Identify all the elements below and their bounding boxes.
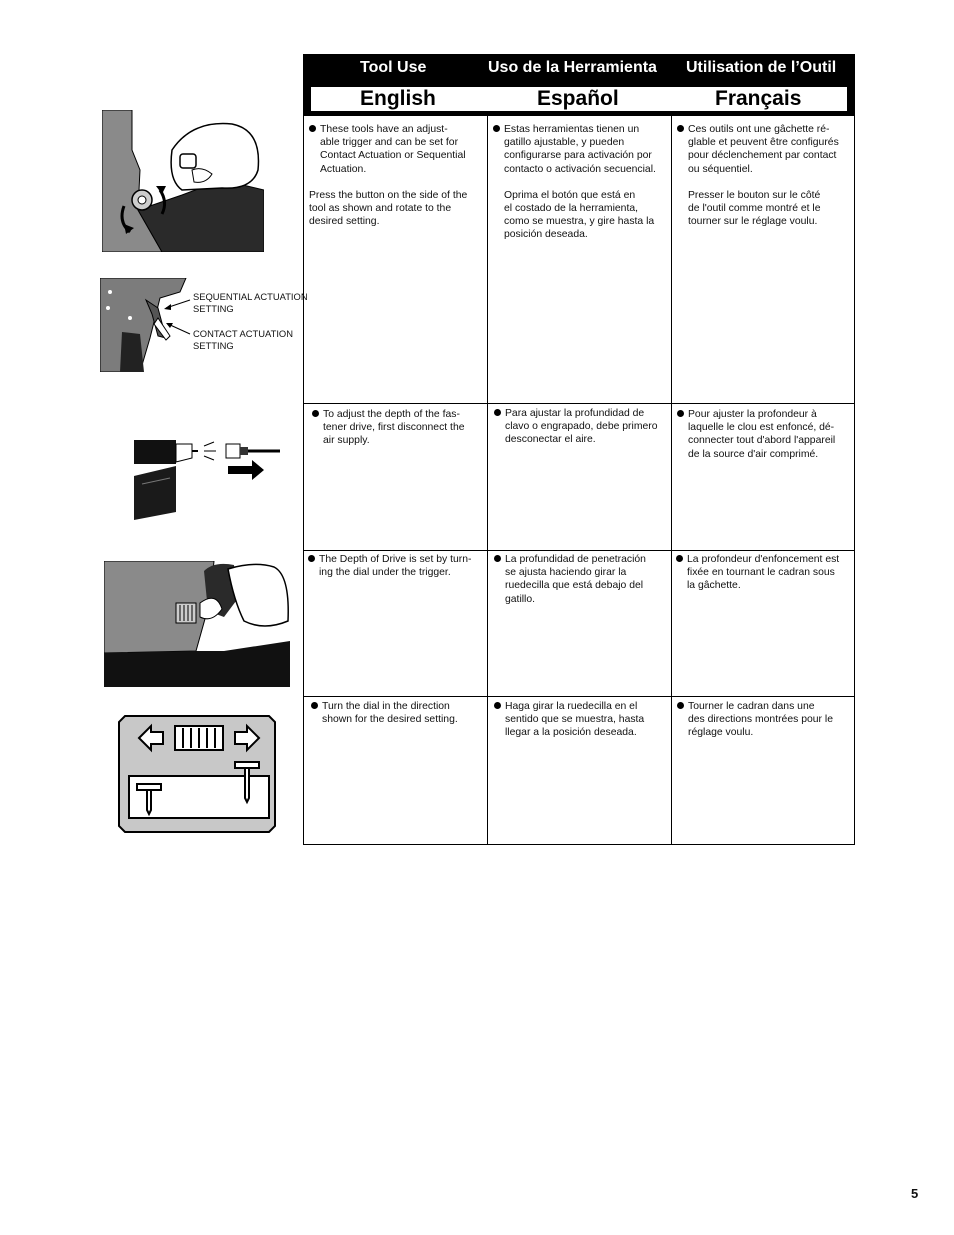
section-title-fr: Utilisation de l’Outil <box>686 59 837 76</box>
row4-francais <box>677 700 852 740</box>
bullet-icon <box>677 410 684 417</box>
row3-es-text: La profundidad de penetración se ajusta haciendo girar la ruedecilla que está debajo del gatillo. <box>505 554 646 605</box>
list-item <box>494 407 670 447</box>
row1-es-paragraph <box>493 189 669 242</box>
language-francais: Français <box>715 87 802 110</box>
row-divider <box>303 696 855 697</box>
row4-es-text: Haga girar la ruedecilla en el sentido que se muestra, hasta llegar a la posición deseada. <box>505 701 645 739</box>
row1-espanol <box>493 123 669 242</box>
table-border-bottom <box>303 844 855 845</box>
row1-fr-bullet-text: Ces outils ont une gâchette ré- glable et peuvent être configurés pour déclenchement par contact ou séquentiel. <box>688 124 839 175</box>
bullet-icon <box>309 125 316 132</box>
row1-english <box>309 123 483 228</box>
row-divider <box>303 403 855 404</box>
row1-fr-paragraph <box>677 189 852 229</box>
row1-en-bullet-text: These tools have an adjust- able trigger and can be set for Contact Actuation or Sequential Actuation. <box>320 124 466 175</box>
list-item <box>493 123 669 176</box>
row-divider <box>303 550 855 551</box>
language-english: English <box>360 87 436 110</box>
row2-fr-text: Pour ajuster la profondeur à laquelle le clou est enfoncé, dé- connecter tout d'abord l'appareil de la source d'air comprimé. <box>688 409 836 460</box>
figure-depth-dial-illustration <box>104 561 290 687</box>
bullet-icon <box>494 409 501 416</box>
list-item <box>677 700 852 740</box>
row4-espanol <box>494 700 670 740</box>
list-item <box>676 553 852 593</box>
row4-english <box>311 700 484 726</box>
table-border-left <box>303 116 304 845</box>
row2-english <box>312 408 484 448</box>
row2-es-text: Para ajustar la profundidad de clavo o engrapado, debe primero desconectar el aire. <box>505 408 658 446</box>
row1-es-bullet-text: Estas herramientas tienen un gatillo ajustable, y pueden configurarse para activación por contacto o activación secuencial. <box>504 124 656 175</box>
row3-en-text: The Depth of Drive is set by turn- ing the dial under the trigger. <box>319 554 472 579</box>
column-divider <box>671 116 672 845</box>
row4-en-text: Turn the dial in the direction shown for the desired setting. <box>322 701 458 726</box>
bullet-icon <box>308 555 315 562</box>
list-item <box>309 123 483 176</box>
row3-fr-text: La profondeur d'enfoncement est fixée en tournant le cadran sous la gâchette. <box>687 554 840 592</box>
row3-english <box>308 553 484 579</box>
column-divider <box>487 116 488 845</box>
bullet-icon <box>493 125 500 132</box>
sequential-actuation-label: SEQUENTIAL ACTUATION SETTING <box>193 291 308 314</box>
row3-francais <box>676 553 852 593</box>
contact-actuation-label: CONTACT ACTUATION SETTING <box>193 328 293 351</box>
row1-francais <box>677 123 852 228</box>
table-header <box>303 54 855 116</box>
row1-fr-para-text: Presser le bouton sur le côté de l'outil comme montré et le tourner sur le réglage voulu. <box>688 189 821 228</box>
instruction-table <box>303 116 855 845</box>
bullet-icon <box>494 555 501 562</box>
section-title-en: Tool Use <box>360 59 427 76</box>
bullet-icon <box>494 702 501 709</box>
figure-dial-direction-diagram <box>117 714 277 834</box>
bullet-icon <box>311 702 318 709</box>
nail-shallow-icon <box>245 768 249 802</box>
bullet-icon <box>312 410 319 417</box>
language-bar <box>311 87 847 111</box>
language-espanol: Español <box>537 87 619 110</box>
list-item <box>308 553 484 579</box>
figure-trigger-button-illustration <box>102 110 264 252</box>
bullet-icon <box>677 125 684 132</box>
row3-espanol <box>494 553 670 606</box>
callout-arrows <box>162 288 192 348</box>
page-number: 5 <box>911 1186 919 1201</box>
figure-disconnect-air-illustration <box>134 436 282 520</box>
nail-deep-icon <box>147 790 151 814</box>
row1-en-paragraph <box>309 189 483 229</box>
list-item <box>312 408 484 448</box>
list-item <box>677 408 852 461</box>
section-title-es: Uso de la Herramienta <box>488 59 657 76</box>
bullet-icon <box>676 555 683 562</box>
row2-en-text: To adjust the depth of the fas- tener drive, first disconnect the air supply. <box>323 409 465 447</box>
row1-es-para-text: Oprima el botón que está en el costado de la herramienta, como se muestra, y gire hasta la posición deseada. <box>504 189 655 241</box>
row2-francais <box>677 408 852 461</box>
row2-espanol <box>494 407 670 447</box>
list-item <box>311 700 484 726</box>
list-item <box>494 553 670 606</box>
table-border-right <box>854 116 855 845</box>
bullet-icon <box>677 702 684 709</box>
list-item <box>494 700 670 740</box>
list-item <box>677 123 852 176</box>
row1-en-para-text: Press the button on the side of the tool as shown and rotate to the desired setting. <box>309 189 468 228</box>
row4-fr-text: Tourner le cadran dans une des directions montrées pour le réglage voulu. <box>688 701 833 739</box>
